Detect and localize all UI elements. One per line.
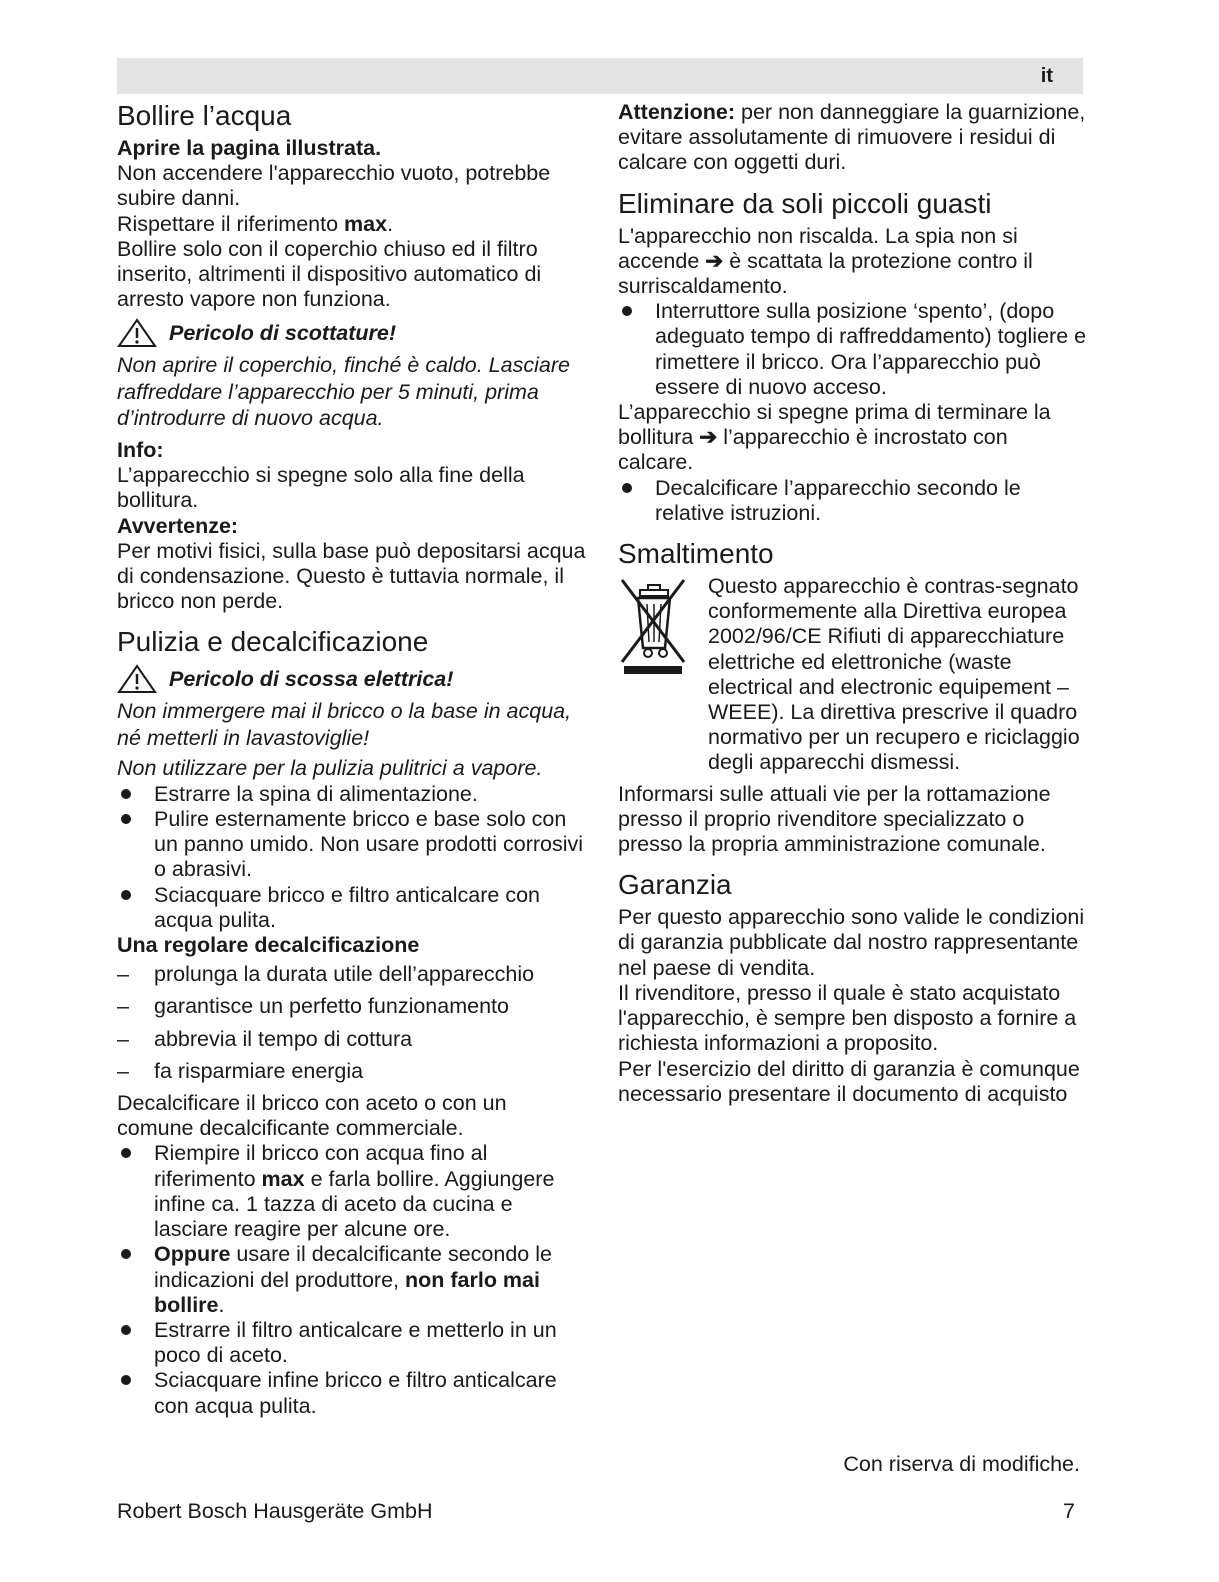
warning-triangle-icon <box>117 318 157 348</box>
bullet-icon <box>121 1375 131 1385</box>
warning-scossa <box>117 664 587 694</box>
list-item: Oppure usare il decalcificante secondo le indicazioni del produttore, non farlo mai bollire. <box>117 1242 587 1318</box>
section-title-garanzia: Garanzia <box>618 869 732 901</box>
paragraph-non-accendere: Non accendere l'apparecchio vuoto, potrebbe subire danni. <box>117 161 551 211</box>
list-item: – abbrevia il tempo di cottura <box>117 1026 413 1051</box>
warning-text-vapore: Non utilizzare per la pulizia pulitrici a vapore. <box>117 756 543 781</box>
paragraph-bollire-solo: Bollire solo con il coperchio chiuso ed il filtro inserito, altrimenti il dispositivo automatico di arresto vapore non funziona. <box>117 236 542 312</box>
paragraph-non-riscalda: L'apparecchio non riscalda. La spia non si accende ➔ è scattata la protezione contro il surriscaldamento. <box>618 223 1033 299</box>
vinegar-bullet-list <box>117 1141 587 1418</box>
warning-label: Pericolo di scossa elettrica! <box>169 666 454 691</box>
list-item: Sciacquare bricco e filtro anticalcare con acqua pulita. <box>117 883 587 933</box>
paragraph-rottamazione: Informarsi sulle attuali vie per la rottamazione presso il proprio rivenditore specializzato o presso la propria amministrazione comunale. <box>618 781 1051 857</box>
list-item: Pulire esternamente bricco e base solo con un panno umido. Non usare prodotti corrosivi o abrasivi. <box>117 807 587 883</box>
list-item: Riempire il bricco con acqua fino al riferimento max e farla bollire. Aggiungere infine ca. 1 tazza di aceto da cucina e lasciare reagire per alcune ore. <box>117 1141 587 1242</box>
list-item: Interruttore sulla posizione ‘spento’, (dopo adeguato tempo di raffreddamento) togliere e rimettere il bricco. Ora l’apparecchio può essere di nuovo acceso. <box>618 299 1088 400</box>
weee-text: Questo apparecchio è contras-segnato conformemente alla Direttiva europea 2002/96/CE Rifiuti di apparecchiature elettriche ed elettroniche (waste electrical and electronic equipement – WEEE). La direttiva prescrive il quadro normativo per un recupero e riciclaggio degli apparecchi dismessi. <box>708 574 1080 775</box>
paragraph-si-spegne: L’apparecchio si spegne prima di terminare la bollitura ➔ l’apparecchio è incrostato con calcare. <box>618 400 1051 475</box>
section-title-bollire: Bollire l’acqua <box>117 100 292 131</box>
bullet-icon <box>121 789 131 799</box>
footer-company: Robert Bosch Hausgeräte GmbH <box>117 1499 433 1523</box>
warning-triangle-icon <box>117 664 157 694</box>
crossed-bin-icon <box>618 576 688 676</box>
bullet-icon <box>622 306 632 316</box>
paragraph-decalcificare: Decalcificare il bricco con aceto o con un comune decalcificante commerciale. <box>117 1091 507 1141</box>
paragraph-rispettare: Rispettare il riferimento max. <box>117 211 394 236</box>
bullet-icon <box>121 814 131 824</box>
bullet-icon <box>121 1325 131 1335</box>
arrow-right-icon: ➔ <box>699 425 718 450</box>
bullet-icon <box>121 1148 131 1158</box>
list-item: Estrarre la spina di alimentazione. <box>117 782 587 807</box>
info-label: Info: <box>117 437 164 462</box>
warning-scottature <box>117 318 587 348</box>
bullet-icon <box>121 890 131 900</box>
section-title-smaltimento: Smaltimento <box>618 538 774 570</box>
cleaning-bullet-list <box>117 782 587 933</box>
footer-note: Con riserva di modifiche. <box>843 1452 1080 1476</box>
fault-bullet-list-1 <box>618 299 1088 400</box>
section-title-guasti: Eliminare da soli piccoli guasti <box>618 187 992 219</box>
warning-text-immergere: Non immergere mai il bricco o la base in acqua, né metterli in lavastoviglie! <box>117 699 572 750</box>
fault-bullet-list-2 <box>618 476 1088 526</box>
info-text: L’apparecchio si spegne solo alla fine della bollitura. <box>117 463 525 513</box>
list-item: – garantisce un perfetto funzionamento <box>117 994 509 1019</box>
paragraph-attenzione: Attenzione: per non danneggiare la guarnizione, evitare assolutamente di rimuovere i residui di calcare con oggetti duri. <box>618 100 1086 175</box>
paragraph-garanzia-3: Per l'esercizio del diritto di garanzia è comunque necessario presentare il documento di acquisto <box>618 1056 1080 1106</box>
language-code: it <box>1040 65 1053 87</box>
section-title-pulizia: Pulizia e decalcificazione <box>117 626 429 658</box>
weee-block <box>618 574 1088 776</box>
subheading-aprire: Aprire la pagina illustrata. <box>117 136 382 160</box>
page-number: 7 <box>1063 1499 1075 1523</box>
bullet-icon <box>622 483 632 493</box>
subheading-decalcificazione: Una regolare decalcificazione <box>117 933 420 958</box>
right-column <box>618 100 1088 1107</box>
bullet-icon <box>121 1249 131 1259</box>
paragraph-garanzia-2: Il rivenditore, presso il quale è stato acquistato l'apparecchio, è sempre ben disposto a fornire a richiesta informazioni a proposito. <box>618 980 1077 1056</box>
arrow-right-icon: ➔ <box>705 248 724 273</box>
decalcification-dash-list <box>117 962 587 1084</box>
warning-label: Pericolo di scottature! <box>169 320 396 345</box>
list-item: Decalcificare l’apparecchio secondo le relative istruzioni. <box>618 476 1088 526</box>
avvertenze-label: Avvertenze: <box>117 513 239 538</box>
paragraph-garanzia-1: Per questo apparecchio sono valide le condizioni di garanzia pubblicate dal nostro rappresentante nel paese di vendita. <box>618 905 1085 980</box>
avvertenze-text: Per motivi fisici, sulla base può depositarsi acqua di condensazione. Questo è tuttavia normale, il bricco non perde. <box>117 538 586 614</box>
left-column <box>117 100 587 1419</box>
language-header-bar <box>117 58 1083 94</box>
list-item: Sciacquare infine bricco e filtro anticalcare con acqua pulita. <box>117 1368 587 1418</box>
warning-text-scottature: Non aprire il coperchio, finché è caldo. Lasciare raffreddare l’apparecchio per 5 minuti, prima d’introdurre di nuovo acqua. <box>117 353 570 431</box>
list-item: – fa risparmiare energia <box>117 1058 364 1083</box>
list-item: Estrarre il filtro anticalcare e metterlo in un poco di aceto. <box>117 1318 587 1368</box>
list-item: – prolunga la durata utile dell’apparecchio <box>117 962 535 987</box>
